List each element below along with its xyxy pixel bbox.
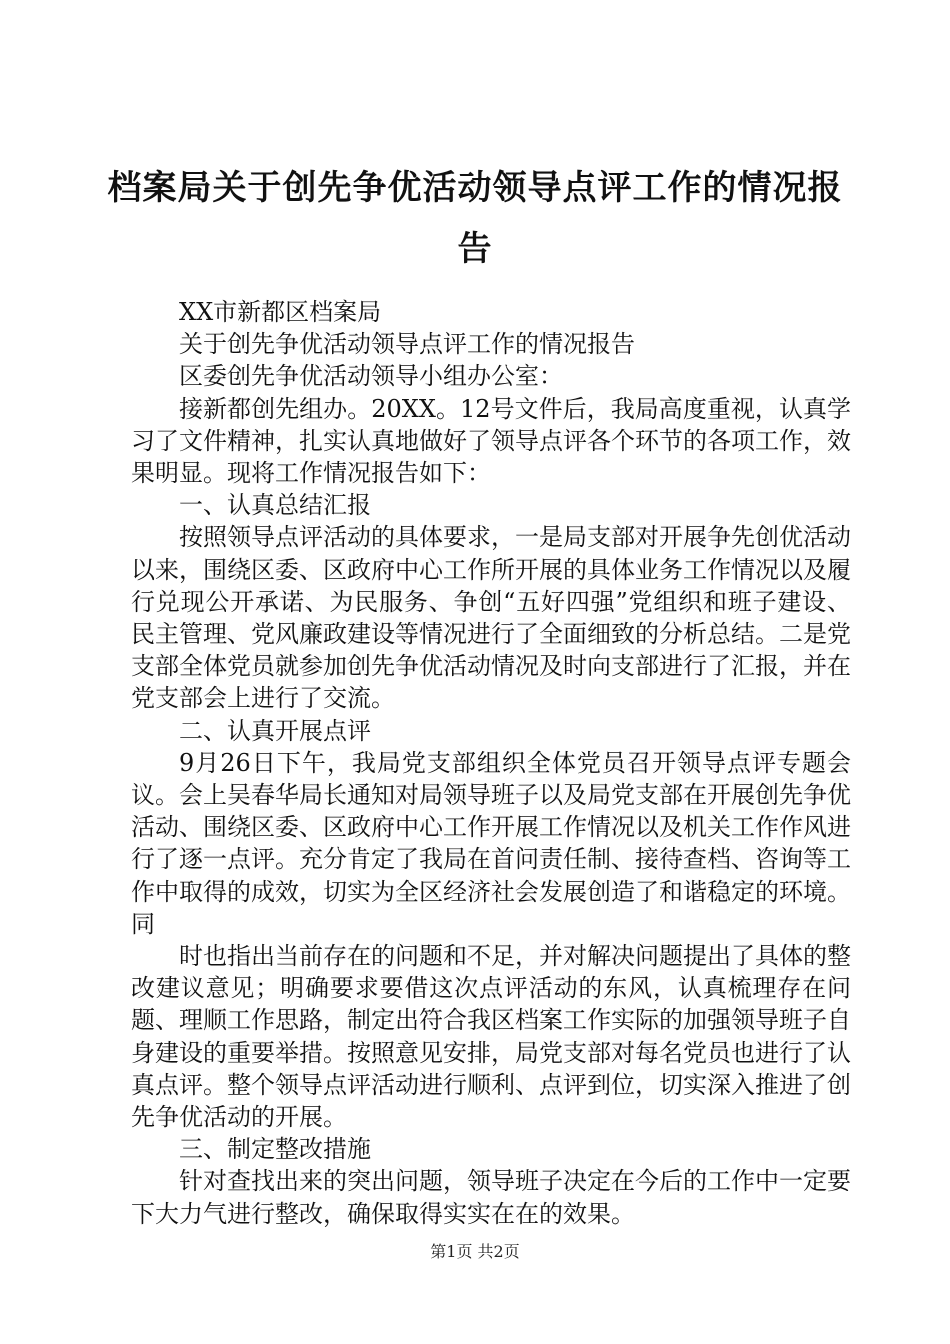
intro-paragraph: 接新都创先组办。20XX。12号文件后，我局高度重视，认真学习了文件精神，扎实认真地做好了领导点评各个环节的各项工作，效果明显。现将工作情况报告如下： (131, 394, 851, 488)
document-title: 档案局关于创先争优活动领导点评工作的情况报告 (107, 168, 843, 269)
section-2-paragraph: 9月26日下午，我局党支部组织全体党员召开领导点评专题会议。会上吴春华局长通知对局领导班子以及局党支部在开展创先争优活动、围绕区委、区政府中心工作开展工作情况以及机关工作作风进行了逐一点评。充分肯定了我局在首问责任制、接待查档、咨询等工作中取得的成效，切实为全区经济社会发展创造了和谐稳定的环境。同 (131, 748, 851, 938)
recipient-line: 区委创先争优活动领导小组办公室： (179, 362, 563, 391)
sender-line: XX市新都区档案局 (179, 298, 382, 326)
section-1-paragraph: 按照领导点评活动的具体要求，一是局支部对开展争先创优活动以来，围绕区委、区政府中心工作所开展的具体业务工作情况以及履行兑现公开承诺、为民服务、争创“五好四强”党组织和班子建设、民主管理、党风廉政建设等情况进行了全面细致的分析总结。二是党支部全体党员就参加创先争优活动情况及时向支部进行了汇报，并在党支部会上进行了交流。 (131, 523, 851, 713)
document-body (131, 296, 851, 1230)
section-3-paragraph: 针对查找出来的突出问题，领导班子决定在今后的工作中一定要下大力气进行整改，确保取得实实在在的效果。 (131, 1167, 851, 1228)
section-heading-1: 一、认真总结汇报 (179, 491, 371, 520)
section-heading-3: 三、制定整改措施 (179, 1135, 371, 1164)
section-2-paragraph-continued: 时也指出当前存在的问题和不足，并对解决问题提出了具体的整改建议意见；明确要求要借这次点评活动的东风，认真梳理存在问题、理顺工作思路，制定出符合我区档案工作实际的加强领导班子自身建设的重要举措。按照意见安排，局党支部对每名党员也进行了认真点评。整个领导点评活动进行顺利、点评到位，切实深入推进了创先争优活动的开展。 (131, 942, 851, 1132)
subject-line: 关于创先争优活动领导点评工作的情况报告 (179, 330, 635, 359)
page-number-footer: 第1页 共2页 (430, 1242, 520, 1261)
section-heading-2: 二、认真开展点评 (179, 716, 371, 745)
